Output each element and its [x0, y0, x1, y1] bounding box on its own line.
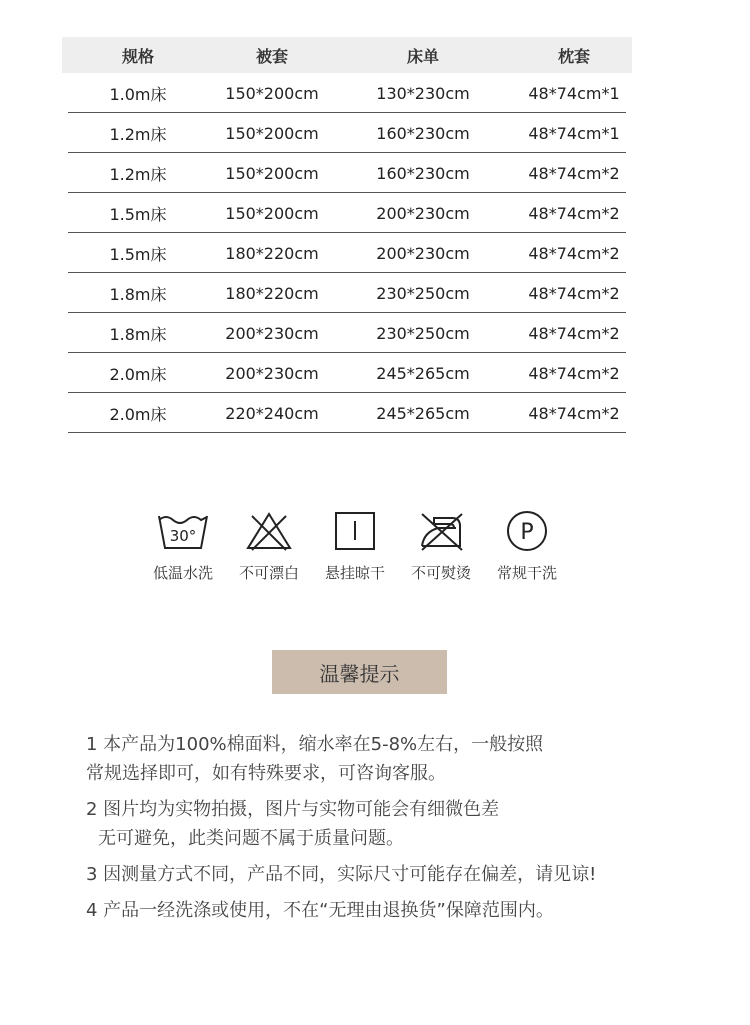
header-bed-sheet: 床单	[406, 46, 439, 66]
table-row	[62, 313, 632, 353]
tip-note	[86, 730, 716, 788]
tip-note	[86, 860, 716, 889]
cell-spec: 2.0m床	[109, 364, 167, 384]
size-table	[62, 37, 632, 433]
cell-bed-sheet: 245*265cm	[376, 403, 470, 423]
table-row	[62, 273, 632, 313]
cell-bed-sheet: 160*230cm	[376, 163, 470, 183]
cell-spec: 1.2m床	[109, 164, 167, 184]
cell-pillowcase: 48*74cm*2	[528, 283, 620, 303]
table-body	[62, 73, 632, 433]
tip-line: 4 产品一经洗涤或使用，不在“无理由退换货”保障范围内。	[86, 900, 554, 921]
cell-bed-sheet: 230*250cm	[376, 283, 470, 303]
cell-spec: 1.2m床	[109, 124, 167, 144]
cell-spec: 1.5m床	[109, 204, 167, 224]
line-dry-icon	[327, 508, 383, 554]
cell-spec: 1.8m床	[109, 284, 167, 304]
cell-duvet-cover: 150*200cm	[225, 163, 319, 183]
cell-duvet-cover: 180*220cm	[225, 283, 319, 303]
tips-button[interactable]: 温馨提示	[272, 650, 447, 694]
cell-bed-sheet: 160*230cm	[376, 123, 470, 143]
tip-line: 常规选择即可，如有特殊要求，可咨询客服。	[86, 763, 446, 784]
no-iron-icon	[413, 508, 469, 554]
wash-temp-label: 30°	[169, 527, 197, 545]
cell-duvet-cover: 150*200cm	[225, 83, 319, 103]
header-duvet-cover: 被套	[255, 46, 288, 66]
care-instructions	[140, 508, 570, 583]
no-bleach-icon	[241, 508, 297, 554]
header-spec: 规格	[121, 46, 154, 66]
care-item	[226, 508, 312, 583]
tip-line: 无可避免，此类问题不属于质量问题。	[98, 828, 404, 849]
table-row	[62, 233, 632, 273]
care-label: 悬挂晾干	[324, 564, 385, 582]
tip-line: 3 因测量方式不同，产品不同，实际尺寸可能存在偏差，请见谅!	[86, 864, 597, 885]
cell-duvet-cover: 180*220cm	[225, 243, 319, 263]
cell-bed-sheet: 200*230cm	[376, 203, 470, 223]
care-label: 低温水洗	[152, 564, 213, 582]
cell-pillowcase: 48*74cm*2	[528, 323, 620, 343]
care-label: 不可熨烫	[410, 564, 471, 582]
table-header	[62, 37, 632, 73]
table-row	[62, 73, 632, 113]
dry-clean-p-icon	[499, 508, 555, 554]
cell-duvet-cover: 200*230cm	[225, 323, 319, 343]
care-label: 常规干洗	[496, 564, 557, 582]
cell-pillowcase: 48*74cm*2	[528, 363, 620, 383]
wash-30-icon	[155, 508, 211, 554]
cell-bed-sheet: 245*265cm	[376, 363, 470, 383]
table-row	[62, 193, 632, 233]
cell-pillowcase: 48*74cm*2	[528, 163, 620, 183]
cell-pillowcase: 48*74cm*2	[528, 203, 620, 223]
cell-bed-sheet: 230*250cm	[376, 323, 470, 343]
table-row	[62, 113, 632, 153]
row-divider	[68, 432, 626, 433]
care-item	[312, 508, 398, 583]
cell-duvet-cover: 200*230cm	[225, 363, 319, 383]
tip-line: 1 本产品为100%棉面料，缩水率在5-8%左右，一般按照	[86, 734, 544, 755]
care-item	[140, 508, 226, 583]
cell-spec: 1.8m床	[109, 324, 167, 344]
dry-clean-letter: P	[520, 520, 534, 545]
tip-note	[86, 896, 716, 925]
cell-spec: 1.5m床	[109, 244, 167, 264]
tips-notes	[86, 730, 716, 932]
cell-spec: 2.0m床	[109, 404, 167, 424]
care-label: 不可漂白	[238, 564, 299, 582]
cell-duvet-cover: 150*200cm	[225, 123, 319, 143]
table-row	[62, 393, 632, 433]
cell-pillowcase: 48*74cm*1	[528, 123, 620, 143]
tip-line: 2 图片均为实物拍摄，图片与实物可能会有细微色差	[86, 799, 500, 820]
cell-bed-sheet: 200*230cm	[376, 243, 470, 263]
care-item	[398, 508, 484, 583]
cell-bed-sheet: 130*230cm	[376, 83, 470, 103]
cell-pillowcase: 48*74cm*2	[528, 403, 620, 423]
cell-spec: 1.0m床	[109, 84, 167, 104]
cell-pillowcase: 48*74cm*1	[528, 83, 620, 103]
cell-duvet-cover: 220*240cm	[225, 403, 319, 423]
tip-note	[86, 795, 716, 853]
cell-duvet-cover: 150*200cm	[225, 203, 319, 223]
care-item	[484, 508, 570, 583]
table-row	[62, 353, 632, 393]
header-pillowcase: 枕套	[557, 46, 590, 66]
cell-pillowcase: 48*74cm*2	[528, 243, 620, 263]
table-row	[62, 153, 632, 193]
